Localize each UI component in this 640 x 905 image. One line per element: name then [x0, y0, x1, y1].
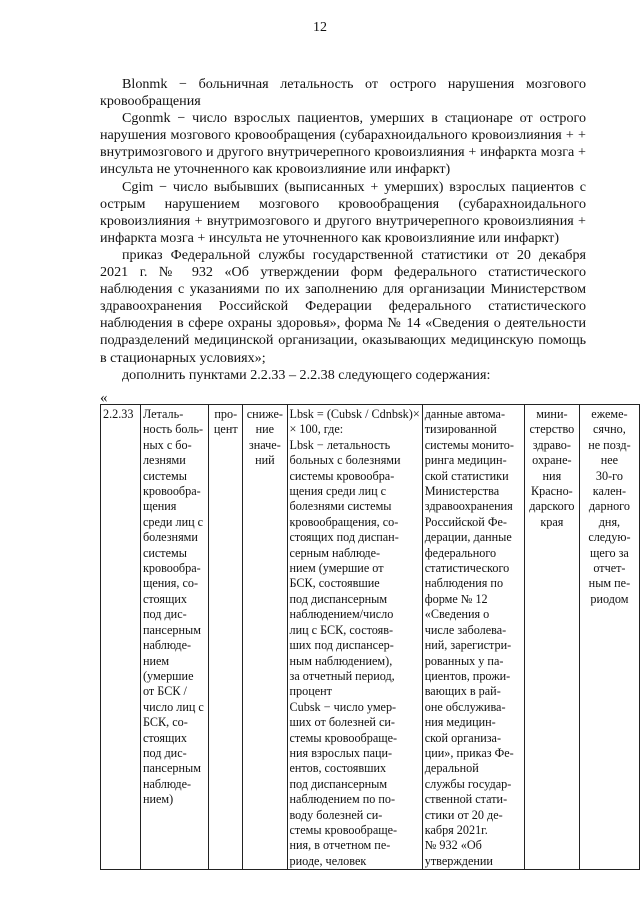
- cell-line: под диспансерным: [289, 591, 388, 606]
- cell-line: наблюде-: [142, 638, 192, 653]
- cell-line: ежеме-: [591, 407, 628, 421]
- cell-line: кровообра-: [142, 561, 201, 576]
- cell-line: кровообращения, со-: [289, 514, 399, 529]
- cell-line: утверждении: [424, 853, 493, 868]
- cell-unit: [209, 405, 243, 870]
- cell-line: оне обслужива-: [424, 699, 506, 714]
- cell-line: ния взрослых паци-: [289, 745, 393, 760]
- cell-line: значе-: [248, 437, 281, 452]
- cell-line: наблюде-: [142, 776, 192, 791]
- cell-line: цент: [213, 422, 238, 437]
- cell-line: ственной стати-: [424, 792, 508, 807]
- cell-line: дарного: [588, 499, 630, 514]
- table-row: [101, 405, 640, 870]
- cell-line: про-: [214, 407, 238, 421]
- cell-line: ний, зарегистри-: [424, 638, 512, 653]
- cell-line: системы монито-: [424, 437, 514, 452]
- cell-line: Lbsk = (Cubsk / Cdnbsk)×: [289, 407, 420, 421]
- cell-line: за отчетный период,: [289, 668, 395, 683]
- cell-line: × 100, где:: [289, 422, 344, 437]
- cell-line: БСК, со-: [142, 715, 188, 730]
- cell-line: от БСК /: [142, 684, 187, 699]
- cell-line: ность боль-: [142, 422, 204, 437]
- cell-line: форме № 12: [424, 591, 488, 606]
- cell-line: стоящих под диспан-: [289, 530, 399, 545]
- cell-name: [140, 405, 208, 870]
- cell-line: процент: [289, 684, 332, 699]
- cell-source: [422, 405, 524, 870]
- paragraph-blonmk: Blonmk − больничная летальность от острого нарушения мозгового кровообращения: [100, 76, 586, 110]
- cell-line: нием (умершие от: [289, 561, 384, 576]
- cell-line: «Сведения о: [424, 607, 490, 622]
- cell-line: Lbsk − летальность: [289, 437, 391, 452]
- cell-line: ской статистики: [424, 468, 509, 483]
- cell-line: стемы кровообраще-: [289, 730, 398, 745]
- page-number: 12: [313, 20, 327, 35]
- cell-line: циентов, прожи-: [424, 668, 511, 683]
- cell-line: ние: [255, 422, 275, 437]
- cell-line: здравоохранения: [424, 499, 513, 514]
- cell-line: нием): [142, 792, 174, 807]
- paragraph-cgonmk: Cgonmk − число взрослых пациентов, умерших в стационаре от острого нарушения мозгового кровообращения (субарахноидального кровоизлияния + + внутримозгового и другого внутричерепного кровоизлияния + инфаркта мозга + инсульта не уточненного как кровоизлияние или инфаркт): [100, 110, 586, 178]
- cell-line: 30-го: [595, 468, 623, 483]
- cell-line: нием: [142, 653, 170, 668]
- cell-line: стики от 20 де-: [424, 807, 503, 822]
- cell-line: ской организа-: [424, 730, 502, 745]
- cell-line: кабря 2021г.: [424, 822, 488, 837]
- cell-line: здраво-: [532, 437, 571, 452]
- cell-line: БСК, состоявшие: [289, 576, 380, 591]
- cell-line: под дис-: [142, 745, 187, 760]
- cell-line: стоящих: [142, 730, 188, 745]
- cell-line: пансерным: [142, 761, 201, 776]
- cell-line: охране-: [532, 453, 572, 468]
- cell-line: (умершие: [142, 668, 194, 683]
- cell-line: ции», приказ Фе-: [424, 745, 514, 760]
- cell-line: Cubsk − число умер-: [289, 699, 397, 714]
- cell-line: отчет-: [593, 561, 626, 576]
- indicator-table: [100, 404, 640, 870]
- cell-direction: [243, 405, 287, 870]
- cell-line: ным наблюдением),: [289, 653, 393, 668]
- cell-line: под дис-: [142, 607, 187, 622]
- cell-line: числе заболева-: [424, 622, 507, 637]
- cell-line: вающих в рай-: [424, 684, 501, 699]
- cell-responsible: [524, 405, 579, 870]
- cell-line: стоящих: [142, 591, 188, 606]
- cell-line: ших под диспансер-: [289, 638, 394, 653]
- cell-line: ния: [542, 468, 562, 483]
- cell-line: среди лиц с: [142, 514, 204, 529]
- cell-line: ным пе-: [588, 576, 631, 591]
- cell-number: [101, 405, 141, 870]
- cell-line: деральной: [424, 761, 479, 776]
- opening-quote: «: [100, 390, 108, 406]
- cell-line: Леталь-: [142, 407, 184, 421]
- cell-line: наблюдением/число: [289, 607, 394, 622]
- cell-line: щения: [142, 499, 177, 514]
- cell-line: ших от болезней си-: [289, 715, 395, 730]
- cell-line: системы: [142, 545, 187, 560]
- cell-line: риодом: [590, 591, 629, 606]
- cell-line: ринга медицин-: [424, 453, 507, 468]
- cell-line: кровообра-: [142, 484, 201, 499]
- cell-line: кален-: [592, 484, 627, 499]
- item-number: 2.2.33: [103, 407, 134, 421]
- cell-line: сячно,: [593, 422, 626, 437]
- cell-line: следую-: [588, 530, 631, 545]
- cell-line: края: [540, 514, 564, 529]
- cell-line: сниже-: [246, 407, 283, 421]
- cell-line: ния медицин-: [424, 715, 496, 730]
- cell-line: число лиц с: [142, 699, 204, 714]
- cell-line: Министерства: [424, 484, 500, 499]
- cell-line: не позд-: [588, 437, 631, 452]
- cell-formula: [287, 405, 422, 870]
- cell-line: болезнями: [142, 530, 198, 545]
- cell-line: статистического: [424, 561, 510, 576]
- cell-line: данные автома-: [424, 407, 506, 421]
- cell-line: щения, со-: [142, 576, 199, 591]
- cell-line: дарского: [529, 499, 575, 514]
- cell-line: Красно-: [531, 484, 573, 499]
- cell-line: наблюдением по по-: [289, 792, 396, 807]
- cell-line: службы государ-: [424, 776, 512, 791]
- cell-line: ных с бо-: [142, 437, 192, 452]
- cell-line: воду болезней си-: [289, 807, 383, 822]
- cell-line: наблюдения по: [424, 576, 504, 591]
- cell-line: системы: [142, 468, 187, 483]
- cell-line: дерации, данные: [424, 530, 512, 545]
- body-text: [100, 76, 586, 384]
- cell-line: нее: [600, 453, 619, 468]
- paragraph-amendment: дополнить пунктами 2.2.33 – 2.2.38 следующего содержания:: [122, 366, 491, 383]
- cell-line: щения среди лиц с: [289, 484, 387, 499]
- cell-period: [579, 405, 639, 870]
- cell-line: системы кровообра-: [289, 468, 395, 483]
- cell-line: лиц с БСК, состояв-: [289, 622, 394, 637]
- cell-line: больных с болезнями: [289, 453, 401, 468]
- cell-line: ентов, состоявших: [289, 761, 387, 776]
- cell-line: лезнями: [142, 453, 186, 468]
- cell-line: болезнями системы: [289, 499, 392, 514]
- cell-line: щего за: [589, 545, 629, 560]
- cell-line: рованных у па-: [424, 653, 504, 668]
- cell-line: ния, в отчетном пе-: [289, 838, 391, 853]
- cell-line: дня,: [598, 514, 621, 529]
- cell-line: федерального: [424, 545, 497, 560]
- cell-line: мини-: [536, 407, 568, 421]
- cell-line: стерство: [529, 422, 575, 437]
- cell-line: ний: [255, 453, 275, 468]
- cell-line: Российской Фе-: [424, 514, 507, 529]
- cell-line: серным наблюде-: [289, 545, 381, 560]
- cell-line: № 932 «Об: [424, 838, 482, 853]
- paragraph-cgim: Cgim − число выбывших (выписанных + умерших) взрослых пациентов с острым нарушением мозгового кровообращения (субарахноидального кровоизлияния + внутримозгового и другого внутричерепного кровоизлияния + инфаркта мозга + инсульта не уточненного как кровоизлияние или инфаркт): [100, 178, 586, 246]
- cell-line: риоде, человек: [289, 853, 367, 868]
- cell-line: стемы кровообраще-: [289, 822, 398, 837]
- cell-line: пансерным: [142, 622, 201, 637]
- cell-line: тизированной: [424, 422, 497, 437]
- cell-line: под диспансерным: [289, 776, 388, 791]
- paragraph-order-reference: приказ Федеральной службы государственной статистики от 20 декабря 2021 г. № 932 «Об утверждении форм федерального статистического наблюдения с указаниями по их заполнению для организации Министерством здравоохранения Российской Федерации федерального статистического наблюдения в сфере охраны здоровья», форма № 14 «Сведения о деятельности подразделений медицинской организации, оказывающих медицинскую помощь в стационарных условиях»;: [100, 246, 586, 366]
